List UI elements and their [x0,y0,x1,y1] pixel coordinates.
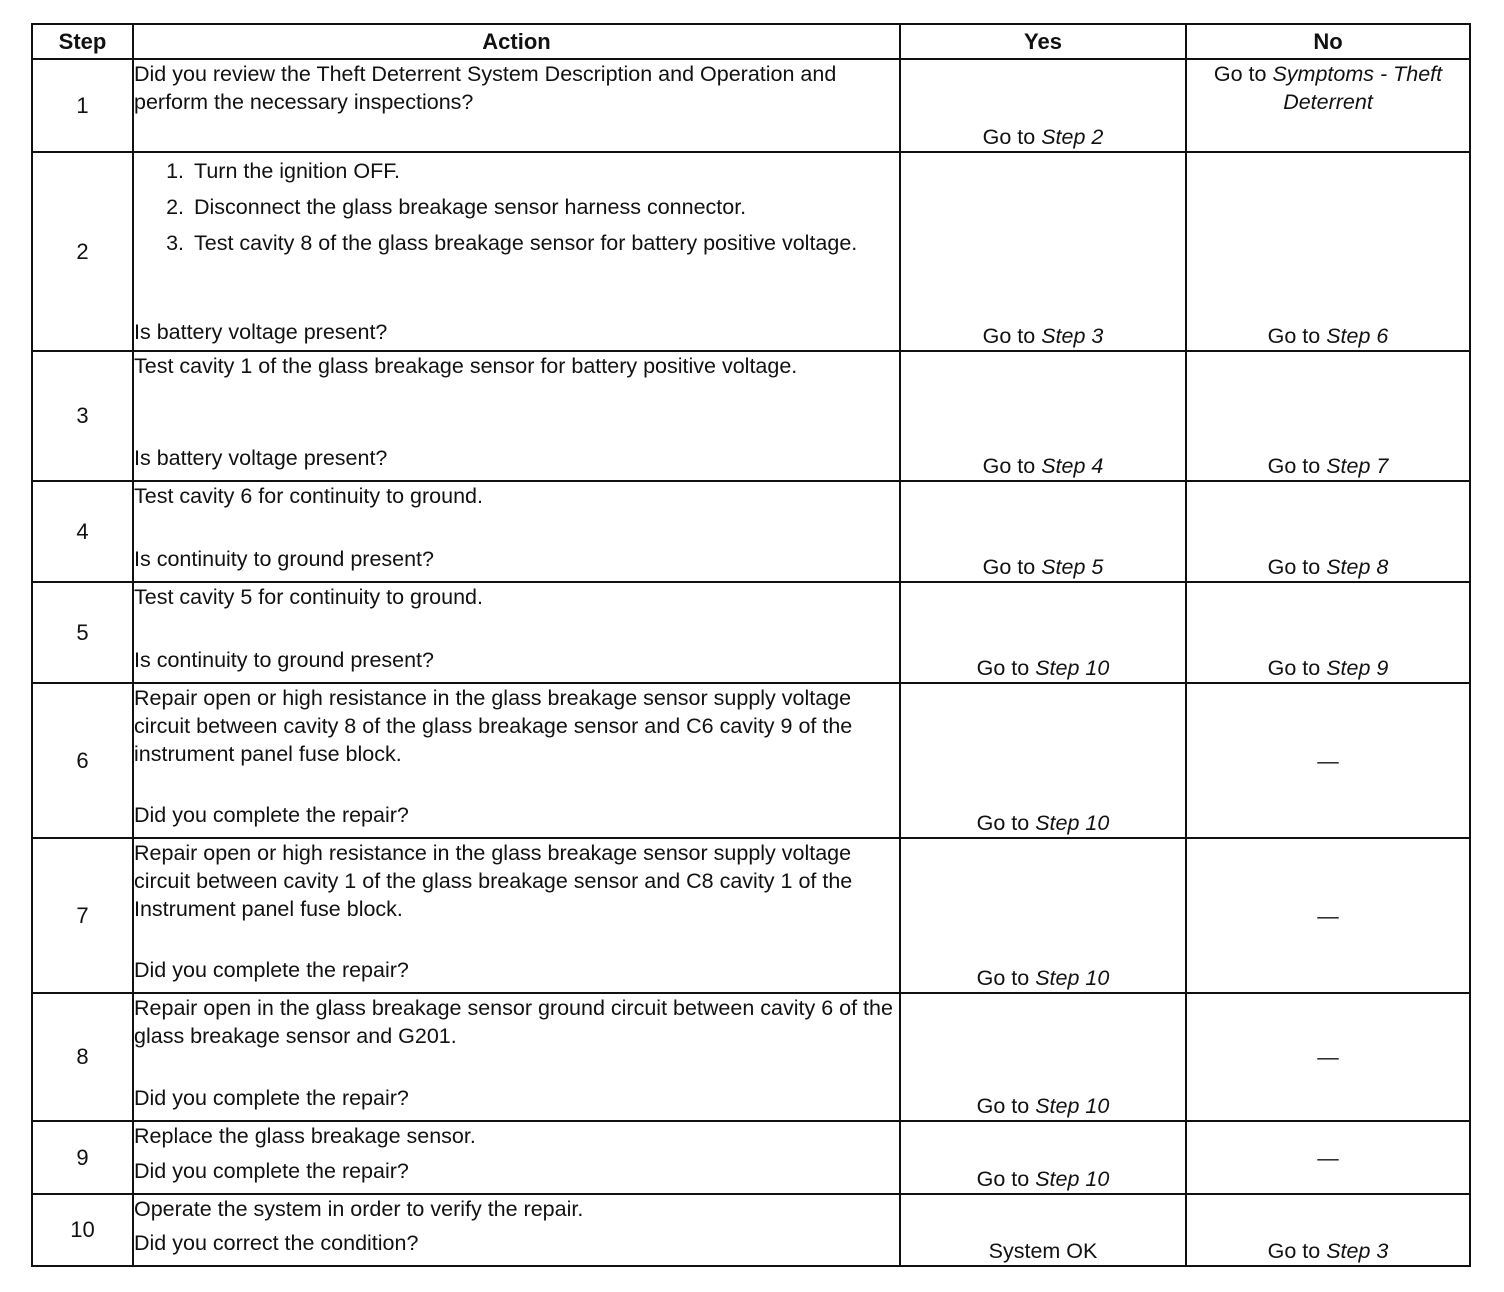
table-row [32,481,1470,582]
diagnostic-table [31,23,1471,1267]
action-question: Did you complete the repair? [134,958,409,982]
no-result-dash: — [1186,1121,1470,1194]
action-text: Did you review the Theft Deterrent System Description and Operation and perform the necessary inspections? [133,59,900,152]
action-text [133,838,900,993]
action-text [133,582,900,683]
action-question: Did you complete the repair? [134,803,409,827]
action-instruction: Test cavity 5 for continuity to ground. [134,585,483,609]
list-item: 1. Turn the ignition OFF. [190,157,899,185]
action-text [133,1194,900,1266]
action-instruction: Repair open or high resistance in the glass breakage sensor supply voltage circuit between cavity 1 of the glass breakage sensor and C8 cavity 1 of the Instrument panel fuse block. [134,841,853,921]
step-number: 10 [32,1194,133,1266]
no-result: Go to Step 6 [1186,152,1470,351]
action-text [133,993,900,1121]
table-row [32,59,1470,152]
step-number: 4 [32,481,133,582]
action-text [133,1121,900,1194]
action-question: Did you correct the condition? [134,1231,419,1255]
action-text [133,683,900,838]
action-instruction: Repair open in the glass breakage sensor ground circuit between cavity 6 of the glass breakage sensor and G201. [134,996,893,1048]
step-number: 3 [32,351,133,481]
step-number: 6 [32,683,133,838]
step-number: 5 [32,582,133,683]
yes-result: Go to Step 2 [900,59,1186,152]
table-row [32,1194,1470,1266]
step-number: 1 [32,59,133,152]
header-step: Step [32,24,133,59]
no-result: Go to Step 7 [1186,351,1470,481]
action-instruction: Test cavity 6 for continuity to ground. [134,484,483,508]
table-row [32,582,1470,683]
header-yes: Yes [900,24,1186,59]
action-question: Is continuity to ground present? [134,648,434,672]
no-result: Go to Step 8 [1186,481,1470,582]
yes-result: Go to Step 4 [900,351,1186,481]
yes-result: Go to Step 10 [900,683,1186,838]
no-result: Go to Symptoms - Theft Deterrent [1186,59,1470,152]
step-number: 7 [32,838,133,993]
no-result: Go to Step 3 [1186,1194,1470,1266]
table-row [32,993,1470,1121]
step-number: 8 [32,993,133,1121]
action-text [133,152,900,351]
table-row [32,683,1470,838]
action-instruction: Test cavity 1 of the glass breakage sensor for battery positive voltage. [134,354,798,378]
table-row [32,1121,1470,1194]
yes-result: Go to Step 3 [900,152,1186,351]
action-question: Is battery voltage present? [134,320,388,344]
action-text [133,351,900,481]
action-question: Is continuity to ground present? [134,547,434,571]
header-no: No [1186,24,1470,59]
step-number: 2 [32,152,133,351]
no-result: Go to Step 9 [1186,582,1470,683]
action-instruction: Operate the system in order to verify the repair. [134,1197,584,1221]
header-action: Action [133,24,900,59]
table-row [32,838,1470,993]
list-item: 2. Disconnect the glass breakage sensor harness connector. [190,193,899,221]
action-question: Is battery voltage present? [134,446,388,470]
action-instruction: Repair open or high resistance in the glass breakage sensor supply voltage circuit between cavity 8 of the glass breakage sensor and C6 cavity 9 of the instrument panel fuse block. [134,686,853,766]
action-instruction: Replace the glass breakage sensor. [134,1124,476,1148]
action-text [133,481,900,582]
yes-result: System OK [900,1194,1186,1266]
action-steps [134,157,899,265]
yes-result: Go to Step 10 [900,1121,1186,1194]
list-item: 3. Test cavity 8 of the glass breakage sensor for battery positive voltage. [190,229,899,257]
yes-result: Go to Step 10 [900,838,1186,993]
no-result-dash: — [1186,993,1470,1121]
header-row [32,24,1470,59]
no-result-dash: — [1186,683,1470,838]
action-question: Did you complete the repair? [134,1086,409,1110]
yes-result: Go to Step 5 [900,481,1186,582]
no-result-dash: — [1186,838,1470,993]
action-question: Did you complete the repair? [134,1159,409,1183]
table-row [32,152,1470,351]
step-number: 9 [32,1121,133,1194]
yes-result: Go to Step 10 [900,993,1186,1121]
table-row [32,351,1470,481]
yes-result: Go to Step 10 [900,582,1186,683]
